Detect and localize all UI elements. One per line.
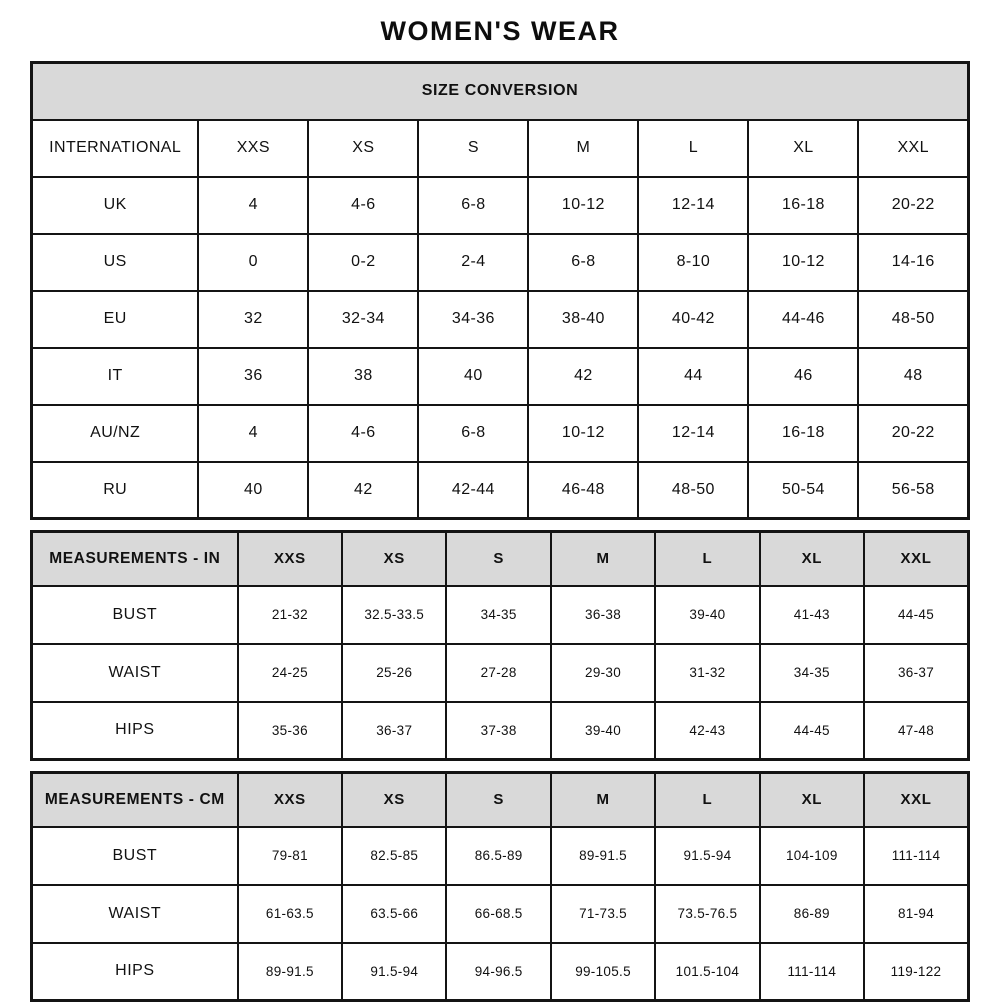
table-header-row xyxy=(32,532,969,586)
size-column-header: S xyxy=(446,532,550,586)
value-cell: 4-6 xyxy=(308,405,418,462)
value-cell: 41-43 xyxy=(760,586,864,644)
value-cell: 47-48 xyxy=(864,702,968,760)
value-cell: 36-37 xyxy=(342,702,446,760)
measurements-cm-table xyxy=(30,771,970,1002)
value-cell: 44-45 xyxy=(864,586,968,644)
value-cell: 10-12 xyxy=(528,405,638,462)
value-cell: 38 xyxy=(308,348,418,405)
value-cell: 38-40 xyxy=(528,291,638,348)
value-cell: 111-114 xyxy=(760,943,864,1001)
table-header-row xyxy=(32,773,969,827)
value-cell: 37-38 xyxy=(446,702,550,760)
row-label: AU/NZ xyxy=(32,405,199,462)
value-cell: 39-40 xyxy=(551,702,655,760)
size-column-header: M xyxy=(551,532,655,586)
value-cell: XXS xyxy=(198,120,308,177)
value-cell: 12-14 xyxy=(638,177,748,234)
value-cell: 2-4 xyxy=(418,234,528,291)
value-cell: 20-22 xyxy=(858,405,968,462)
row-label: US xyxy=(32,234,199,291)
table-row xyxy=(32,462,969,519)
table-row xyxy=(32,586,969,644)
value-cell: 25-26 xyxy=(342,644,446,702)
size-conversion-title: SIZE CONVERSION xyxy=(32,63,969,120)
value-cell: 4-6 xyxy=(308,177,418,234)
value-cell: 42-44 xyxy=(418,462,528,519)
table-row xyxy=(32,120,969,177)
value-cell: 89-91.5 xyxy=(551,827,655,885)
value-cell: 89-91.5 xyxy=(238,943,342,1001)
row-label: WAIST xyxy=(32,644,238,702)
value-cell: 31-32 xyxy=(655,644,759,702)
table-row xyxy=(32,885,969,943)
row-label: HIPS xyxy=(32,943,238,1001)
value-cell: 35-36 xyxy=(238,702,342,760)
size-column-header: XS xyxy=(342,532,446,586)
row-label: INTERNATIONAL xyxy=(32,120,199,177)
value-cell: 36-38 xyxy=(551,586,655,644)
size-column-header: S xyxy=(446,773,550,827)
value-cell: XS xyxy=(308,120,418,177)
size-column-header: XXS xyxy=(238,532,342,586)
table-row xyxy=(32,234,969,291)
value-cell: 91.5-94 xyxy=(342,943,446,1001)
value-cell: 10-12 xyxy=(528,177,638,234)
value-cell: 34-35 xyxy=(760,644,864,702)
value-cell: 94-96.5 xyxy=(446,943,550,1001)
value-cell: 14-16 xyxy=(858,234,968,291)
row-label: WAIST xyxy=(32,885,238,943)
size-column-header: L xyxy=(655,773,759,827)
value-cell: 63.5-66 xyxy=(342,885,446,943)
value-cell: 104-109 xyxy=(760,827,864,885)
value-cell: 48-50 xyxy=(638,462,748,519)
size-column-header: XXS xyxy=(238,773,342,827)
value-cell: 101.5-104 xyxy=(655,943,759,1001)
value-cell: 34-36 xyxy=(418,291,528,348)
value-cell: 44 xyxy=(638,348,748,405)
value-cell: 40-42 xyxy=(638,291,748,348)
value-cell: S xyxy=(418,120,528,177)
value-cell: 0-2 xyxy=(308,234,418,291)
value-cell: 36 xyxy=(198,348,308,405)
table-row xyxy=(32,177,969,234)
value-cell: XXL xyxy=(858,120,968,177)
value-cell: 56-58 xyxy=(858,462,968,519)
value-cell: 73.5-76.5 xyxy=(655,885,759,943)
value-cell: 111-114 xyxy=(864,827,968,885)
size-column-header: L xyxy=(655,532,759,586)
value-cell: 42 xyxy=(308,462,418,519)
row-label: BUST xyxy=(32,827,238,885)
value-cell: 99-105.5 xyxy=(551,943,655,1001)
value-cell: 82.5-85 xyxy=(342,827,446,885)
value-cell: 79-81 xyxy=(238,827,342,885)
row-label: UK xyxy=(32,177,199,234)
size-column-header: XS xyxy=(342,773,446,827)
row-label: RU xyxy=(32,462,199,519)
table-row xyxy=(32,827,969,885)
table-row xyxy=(32,943,969,1001)
value-cell: 21-32 xyxy=(238,586,342,644)
size-conversion-table xyxy=(30,61,970,520)
table-row xyxy=(32,348,969,405)
value-cell: 39-40 xyxy=(655,586,759,644)
size-column-header: XXL xyxy=(864,532,968,586)
value-cell: 71-73.5 xyxy=(551,885,655,943)
value-cell: 66-68.5 xyxy=(446,885,550,943)
value-cell: 20-22 xyxy=(858,177,968,234)
table-row xyxy=(32,405,969,462)
size-column-header: XXL xyxy=(864,773,968,827)
value-cell: L xyxy=(638,120,748,177)
value-cell: 81-94 xyxy=(864,885,968,943)
value-cell: 46-48 xyxy=(528,462,638,519)
value-cell: 36-37 xyxy=(864,644,968,702)
row-label: IT xyxy=(32,348,199,405)
value-cell: 40 xyxy=(198,462,308,519)
row-label: HIPS xyxy=(32,702,238,760)
value-cell: 91.5-94 xyxy=(655,827,759,885)
value-cell: M xyxy=(528,120,638,177)
value-cell: 6-8 xyxy=(418,405,528,462)
size-column-header: XL xyxy=(760,532,864,586)
value-cell: 0 xyxy=(198,234,308,291)
value-cell: 12-14 xyxy=(638,405,748,462)
size-column-header: M xyxy=(551,773,655,827)
page-title: WOMEN'S WEAR xyxy=(380,16,620,46)
value-cell: 32-34 xyxy=(308,291,418,348)
value-cell: 86-89 xyxy=(760,885,864,943)
value-cell: 4 xyxy=(198,177,308,234)
measurements-cm-title: MEASUREMENTS - CM xyxy=(32,773,238,827)
row-label: EU xyxy=(32,291,199,348)
value-cell: 32.5-33.5 xyxy=(342,586,446,644)
row-label: BUST xyxy=(32,586,238,644)
value-cell: 44-45 xyxy=(760,702,864,760)
value-cell: 6-8 xyxy=(528,234,638,291)
value-cell: 42-43 xyxy=(655,702,759,760)
measurements-in-table xyxy=(30,530,970,761)
measurements-in-title: MEASUREMENTS - IN xyxy=(32,532,238,586)
value-cell: 44-46 xyxy=(748,291,858,348)
table-row xyxy=(32,702,969,760)
value-cell: 119-122 xyxy=(864,943,968,1001)
table-row xyxy=(32,291,969,348)
table-header-row xyxy=(32,63,969,120)
value-cell: XL xyxy=(748,120,858,177)
value-cell: 46 xyxy=(748,348,858,405)
value-cell: 32 xyxy=(198,291,308,348)
value-cell: 27-28 xyxy=(446,644,550,702)
value-cell: 8-10 xyxy=(638,234,748,291)
value-cell: 10-12 xyxy=(748,234,858,291)
value-cell: 50-54 xyxy=(748,462,858,519)
value-cell: 34-35 xyxy=(446,586,550,644)
value-cell: 86.5-89 xyxy=(446,827,550,885)
value-cell: 40 xyxy=(418,348,528,405)
table-row xyxy=(32,644,969,702)
value-cell: 29-30 xyxy=(551,644,655,702)
value-cell: 24-25 xyxy=(238,644,342,702)
value-cell: 42 xyxy=(528,348,638,405)
value-cell: 48-50 xyxy=(858,291,968,348)
value-cell: 6-8 xyxy=(418,177,528,234)
value-cell: 16-18 xyxy=(748,177,858,234)
value-cell: 48 xyxy=(858,348,968,405)
size-column-header: XL xyxy=(760,773,864,827)
value-cell: 16-18 xyxy=(748,405,858,462)
value-cell: 61-63.5 xyxy=(238,885,342,943)
value-cell: 4 xyxy=(198,405,308,462)
